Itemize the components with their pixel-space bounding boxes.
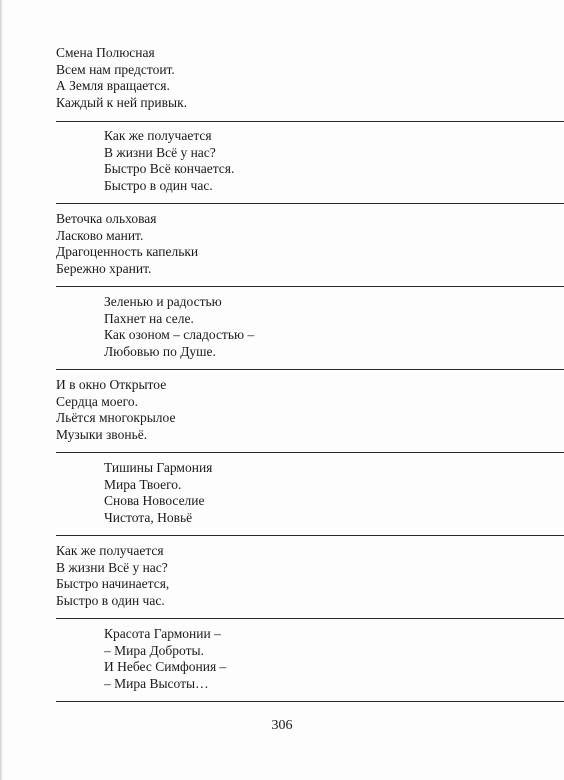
verse-line: Льётся многокрылое xyxy=(56,410,176,426)
verse-line: И Небес Симфония – xyxy=(104,659,227,675)
verse-line: Чистота, Новьё xyxy=(104,509,193,525)
verse-line: Смена Полюсная xyxy=(56,45,155,60)
verse-line: В жизни Всё у нас? xyxy=(56,559,168,575)
verse-line: Ласково манит. xyxy=(56,227,144,243)
separator-rule xyxy=(56,286,564,287)
verse-line: – Мира Доброты. xyxy=(104,642,204,658)
stanza-4 xyxy=(104,294,254,360)
stanza-2 xyxy=(104,128,234,194)
separator-rule xyxy=(56,369,564,370)
stanza-6 xyxy=(104,460,212,526)
verse-line: Как же получается xyxy=(56,543,164,558)
page-number: 306 xyxy=(271,718,293,733)
verse-line: Всем нам предстоит. xyxy=(56,61,175,77)
verse-line: Быстро в один час. xyxy=(104,177,213,193)
verse-line: Быстро в один час. xyxy=(56,592,165,608)
separator-rule xyxy=(56,535,564,536)
verse-line: Мира Твоего. xyxy=(104,476,182,492)
verse-line: Красота Гармонии – xyxy=(104,626,221,641)
verse-line: Каждый к ней привык. xyxy=(56,94,188,110)
verse-line: Бережно хранит. xyxy=(56,260,152,276)
verse-line: Веточка ольховая xyxy=(56,211,157,226)
stanza-3 xyxy=(56,211,198,277)
separator-rule xyxy=(56,452,564,453)
page-edge-shadow xyxy=(0,0,3,780)
separator-rule xyxy=(56,701,564,702)
separator-rule xyxy=(56,121,564,122)
verse-line: А Земля вращается. xyxy=(56,78,170,94)
verse-line: Тишины Гармония xyxy=(104,460,213,475)
verse-line: Снова Новоселие xyxy=(104,493,205,509)
separator-rule xyxy=(56,203,564,204)
stanza-7 xyxy=(56,543,169,609)
verse-line: Пахнет на селе. xyxy=(104,310,194,326)
verse-line: Музыки звоньё. xyxy=(56,426,148,442)
stanza-8 xyxy=(104,626,226,692)
verse-line: В жизни Всё у нас? xyxy=(104,144,216,160)
verse-line: Как же получается xyxy=(104,128,212,143)
stanza-1 xyxy=(56,45,187,111)
verse-line: Быстро Всё кончается. xyxy=(104,161,235,177)
stanza-5 xyxy=(56,377,175,443)
verse-line: Быстро начинается, xyxy=(56,576,170,592)
verse-line: Как озоном – сладостью – xyxy=(104,327,255,343)
verse-line: – Мира Высоты… xyxy=(104,675,209,691)
verse-line: И в окно Открытое xyxy=(56,377,167,392)
verse-line: Любовью по Душе. xyxy=(104,343,216,359)
separator-rule xyxy=(56,618,564,619)
verse-line: Драгоценность капельки xyxy=(56,244,199,260)
verse-line: Зеленью и радостью xyxy=(104,294,222,309)
verse-line: Сердца моего. xyxy=(56,393,138,409)
